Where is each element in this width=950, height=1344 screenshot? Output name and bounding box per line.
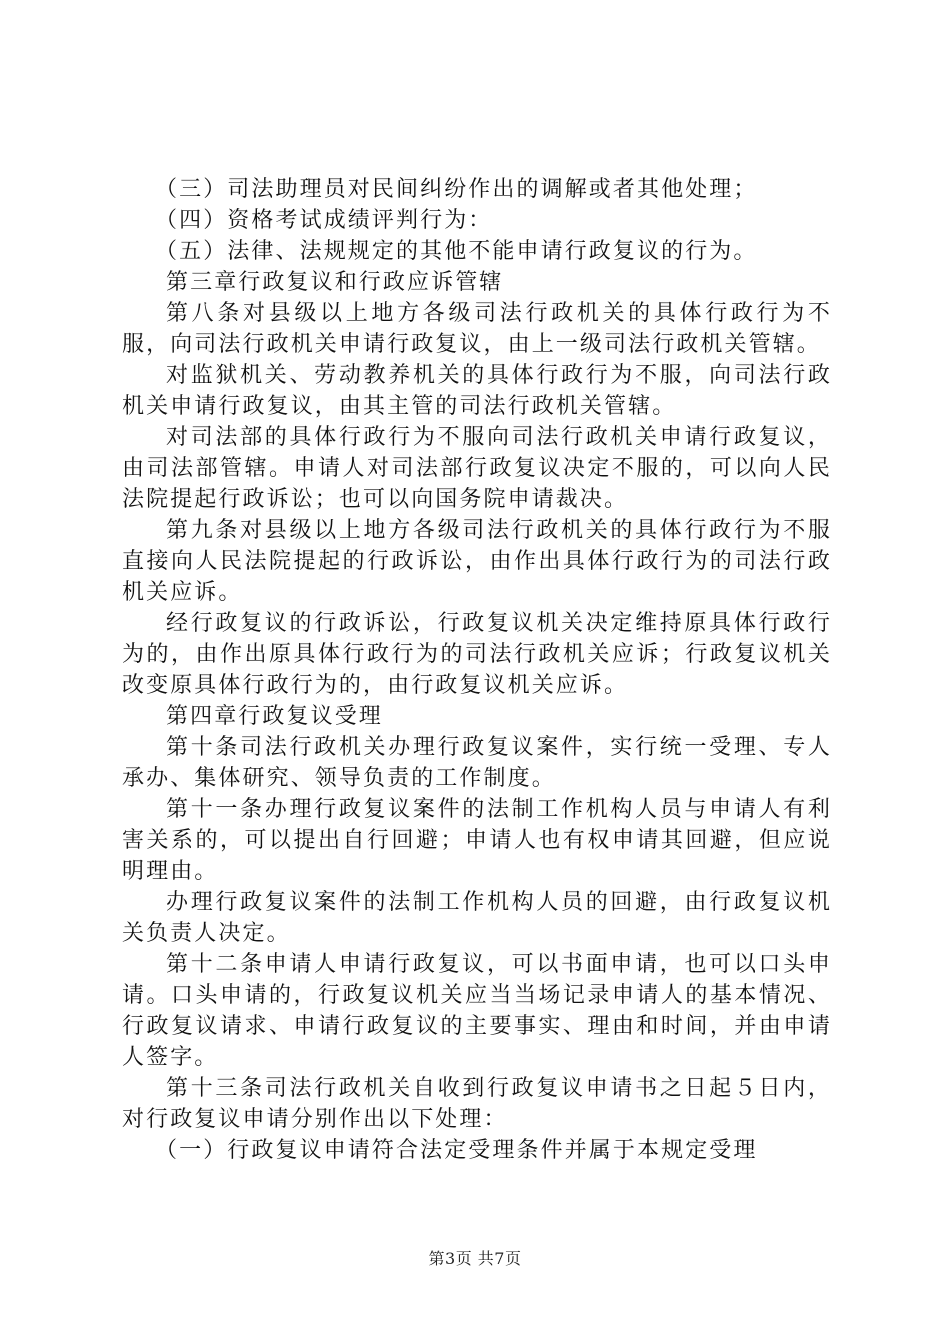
article-11-para-2: 办理行政复议案件的法制工作机构人员的回避，由行政复议机关负责人决定。 — [122, 890, 832, 946]
article-9: 第九条对县级以上地方各级司法行政机关的具体行政行为不服直接向人民法院提起的行政诉讼，由作出具体行政行为的司法行政机关应诉。 — [122, 518, 832, 605]
document-body — [122, 174, 832, 1166]
paragraph-item-3: （三）司法助理员对民间纠纷作出的调解或者其他处理； — [155, 177, 758, 202]
article-13: 第十三条司法行政机关自收到行政复议申请书之日起５日内，对行政复议申请分别作出以下处理： — [122, 1076, 832, 1132]
article-8-para-2: 对监狱机关、劳动教养机关的具体行政行为不服，向司法行政机关申请行政复议，由其主管的司法行政机关管辖。 — [122, 363, 832, 419]
chapter-heading-4: 第四章行政复议受理 — [166, 704, 383, 729]
article-13-item-1: （一）行政复议申请符合法定受理条件并属于本规定受理 — [155, 1138, 758, 1163]
article-8: 第八条对县级以上地方各级司法行政机关的具体行政行为不服，向司法行政机关申请行政复议，由上一级司法行政机关管辖。 — [122, 301, 832, 357]
article-11: 第十一条办理行政复议案件的法制工作机构人员与申请人有利害关系的，可以提出自行回避；申请人也有权申请其回避，但应说明理由。 — [122, 797, 832, 884]
article-10: 第十条司法行政机关办理行政复议案件，实行统一受理、专人承办、集体研究、领导负责的工作制度。 — [122, 735, 832, 791]
article-9-para-2: 经行政复议的行政诉讼，行政复议机关决定维持原具体行政行为的，由作出原具体行政行为的司法行政机关应诉；行政复议机关改变原具体行政行为的，由行政复议机关应诉。 — [122, 611, 832, 698]
article-12: 第十二条申请人申请行政复议，可以书面申请，也可以口头申请。口头申请的，行政复议机关应当当场记录申请人的基本情况、行政复议请求、申请行政复议的主要事实、理由和时间，并由申请人签字。 — [122, 952, 832, 1070]
article-8-para-3: 对司法部的具体行政行为不服向司法行政机关申请行政复议，由司法部管辖。申请人对司法部行政复议决定不服的，可以向人民法院提起行政诉讼；也可以向国务院申请裁决。 — [122, 425, 832, 512]
paragraph-item-4: （四）资格考试成绩评判行为： — [155, 208, 493, 233]
chapter-heading-3: 第三章行政复议和行政应诉管辖 — [166, 270, 504, 295]
paragraph-item-5: （五）法律、法规规定的其他不能申请行政复议的行为。 — [155, 239, 758, 264]
page-number-footer: 第3页 共7页 — [428, 1249, 522, 1268]
